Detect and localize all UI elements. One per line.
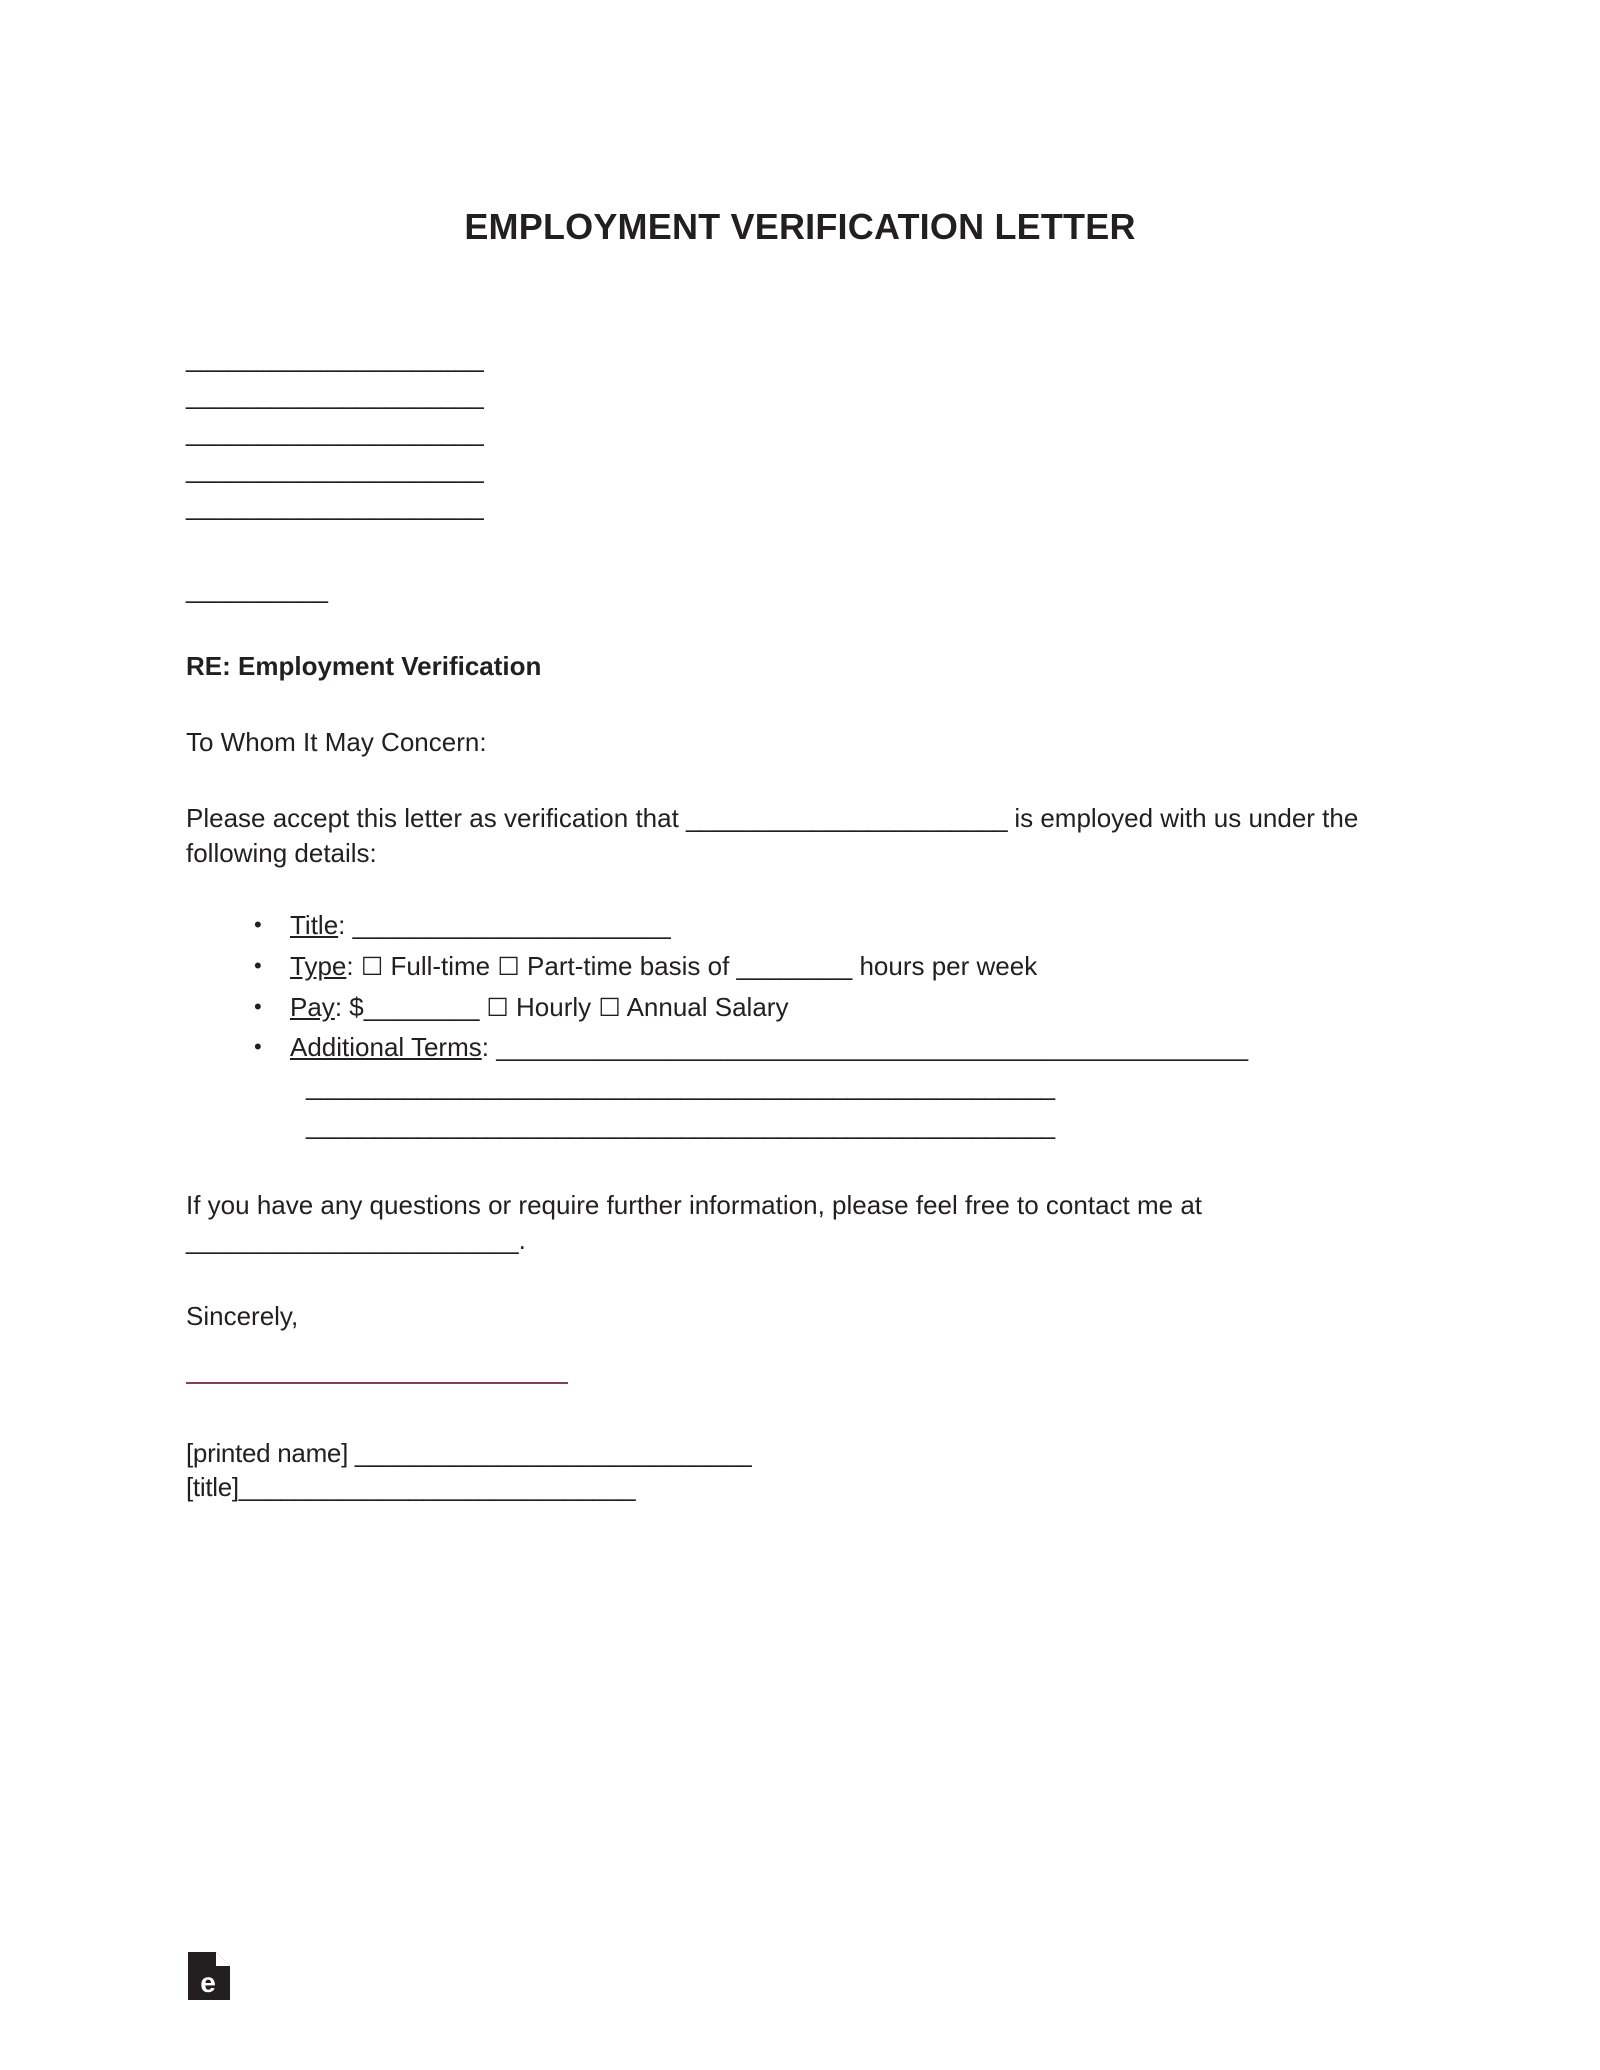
intro-paragraph (186, 801, 1386, 871)
pay-separator: : $ (334, 991, 364, 1022)
title-blank: ______________________ (352, 909, 671, 940)
pay-label: Pay (290, 991, 335, 1022)
annual-salary-label: Annual Salary (620, 991, 789, 1022)
page-title: EMPLOYMENT VERIFICATION LETTER (464, 205, 1136, 247)
svg-text:e: e (200, 1967, 216, 1998)
address-line-3: _____________________ (186, 416, 484, 447)
type-label: Type (290, 950, 347, 981)
title-field: [title]____________________________ (186, 1472, 636, 1503)
salutation: To Whom It May Concern: (186, 727, 487, 758)
checkbox-annual-salary[interactable]: ☐ (598, 993, 621, 1022)
recipient-address-block (186, 340, 1386, 525)
additional-terms-separator: : (481, 1032, 497, 1063)
intro-after-text: is employed with us under the following details: (186, 803, 1359, 869)
checkbox-part-time[interactable]: ☐ (497, 952, 520, 981)
additional-terms-label: Additional Terms (290, 1032, 482, 1063)
re-subject-line: RE: Employment Verification (186, 650, 542, 681)
additional-terms-blank-3: ______________________________________________________ (306, 1109, 1055, 1140)
full-time-label: Full-time (383, 950, 498, 981)
list-item-pay (290, 991, 1386, 1025)
letter-body (186, 340, 1386, 1505)
additional-terms-blank-1: ____________________________________________________ (496, 1032, 1249, 1063)
list-item-type (290, 950, 1386, 984)
type-separator: : (346, 950, 361, 981)
checkbox-full-time[interactable]: ☐ (360, 952, 384, 981)
title-separator: : (338, 909, 353, 940)
address-line-1: _____________________ (186, 343, 484, 373)
closing-salutation: Sincerely, (186, 1301, 299, 1332)
list-item-additional-terms (290, 1031, 1386, 1142)
part-time-label: Part-time basis of (519, 950, 737, 981)
contact-before-text: If you have any questions or require further information, please feel free to contact me at (186, 1189, 1203, 1220)
signer-fields (186, 1436, 1386, 1505)
hours-blank: ________ (736, 950, 853, 981)
intro-before-text: Please accept this letter as verification that (186, 803, 687, 834)
contact-info-blank: _______________________ (186, 1224, 519, 1255)
hours-suffix: hours per week (852, 950, 1038, 981)
hourly-label: Hourly (508, 991, 599, 1022)
checkbox-hourly[interactable]: ☐ (479, 993, 509, 1022)
address-line-4: _____________________ (186, 453, 484, 484)
eforms-logo-icon (186, 1950, 232, 2002)
employment-details-list (186, 909, 1386, 1143)
signature-line[interactable] (186, 1382, 568, 1384)
contact-after-text: . (518, 1224, 526, 1255)
contact-paragraph (186, 1188, 1386, 1258)
address-line-2: _____________________ (186, 379, 484, 410)
employee-name-blank: _______________________ (686, 803, 1008, 834)
pay-amount-blank: ________ (363, 991, 480, 1022)
address-line-5: _____________________ (186, 490, 484, 521)
list-item-title (290, 909, 1386, 943)
date-blank: __________ (186, 573, 328, 604)
printed-name-field: [printed name] ____________________________ (186, 1437, 752, 1468)
additional-terms-blank-2: ______________________________________________________ (306, 1071, 1055, 1102)
title-label: Title (290, 909, 339, 940)
